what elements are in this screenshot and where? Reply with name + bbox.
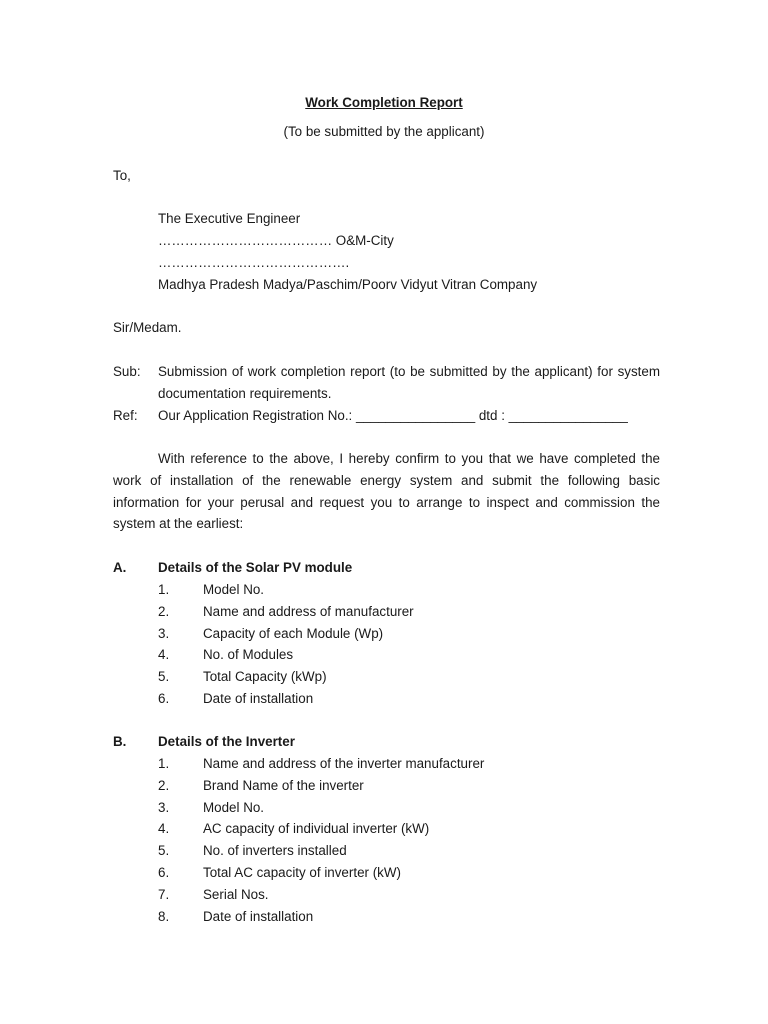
- item-number: 1.: [158, 582, 170, 597]
- item-number: 5.: [158, 669, 170, 685]
- section-b-letter: B.: [113, 734, 127, 749]
- item-text: AC capacity of individual inverter (kW): [203, 821, 430, 837]
- item-text: Model No.: [203, 582, 265, 597]
- item-text: Date of installation: [203, 690, 314, 706]
- item-text: Serial Nos.: [203, 886, 269, 902]
- item-text: Date of installation: [203, 908, 314, 924]
- subject-text: Submission of work completion report (to be submitted by the applicant) for system documentation requirements.: [158, 364, 660, 401]
- item-number: 3.: [158, 799, 170, 815]
- address-line-3: …………………………………….: [158, 255, 350, 270]
- document-title: Work Completion Report: [305, 95, 463, 110]
- item-number: 6.: [158, 690, 170, 706]
- item-text: Total Capacity (kWp): [203, 669, 327, 685]
- section-a-letter: A.: [113, 560, 127, 575]
- item-number: 2.: [158, 603, 170, 619]
- item-number: 3.: [158, 625, 170, 641]
- item-text: Total AC capacity of inverter (kW): [203, 864, 401, 880]
- reference-label: Ref:: [113, 408, 138, 423]
- subject-label: Sub:: [113, 364, 141, 379]
- to-line: To,: [113, 168, 131, 183]
- item-number: 5.: [158, 843, 170, 859]
- document-subtitle: (To be submitted by the applicant): [283, 124, 485, 139]
- body-paragraph: With reference to the above, I hereby confirm to you that we have completed the work of installation of the renewable energy system and submit the following basic information for your perusal and request you to arrange to inspect and commission the system at the earliest:: [113, 451, 660, 532]
- item-text: Capacity of each Module (Wp): [203, 625, 384, 641]
- salutation: Sir/Medam.: [113, 320, 182, 335]
- item-number: 1.: [158, 756, 170, 771]
- item-text: No. of inverters installed: [203, 843, 347, 859]
- address-line-2: ………………………………… O&M-City: [158, 233, 394, 248]
- item-number: 4.: [158, 821, 170, 837]
- reference-text: Our Application Registration No.: ________________ dtd : ________________: [158, 408, 628, 423]
- section-b-heading: Details of the Inverter: [158, 734, 295, 749]
- item-number: 2.: [158, 777, 170, 793]
- item-text: Model No.: [203, 799, 265, 815]
- section-a-heading: Details of the Solar PV module: [158, 560, 353, 575]
- item-text: Brand Name of the inverter: [203, 777, 364, 793]
- item-number: 6.: [158, 864, 170, 880]
- item-text: Name and address of the inverter manufacturer: [203, 756, 485, 771]
- item-text: No. of Modules: [203, 647, 294, 663]
- address-line-1: The Executive Engineer: [158, 211, 301, 226]
- item-number: 7.: [158, 886, 170, 902]
- item-number: 4.: [158, 647, 170, 663]
- item-number: 8.: [158, 908, 170, 924]
- item-text: Name and address of manufacturer: [203, 603, 414, 619]
- address-line-4: Madhya Pradesh Madya/Paschim/Poorv Vidyut Vitran Company: [158, 277, 538, 292]
